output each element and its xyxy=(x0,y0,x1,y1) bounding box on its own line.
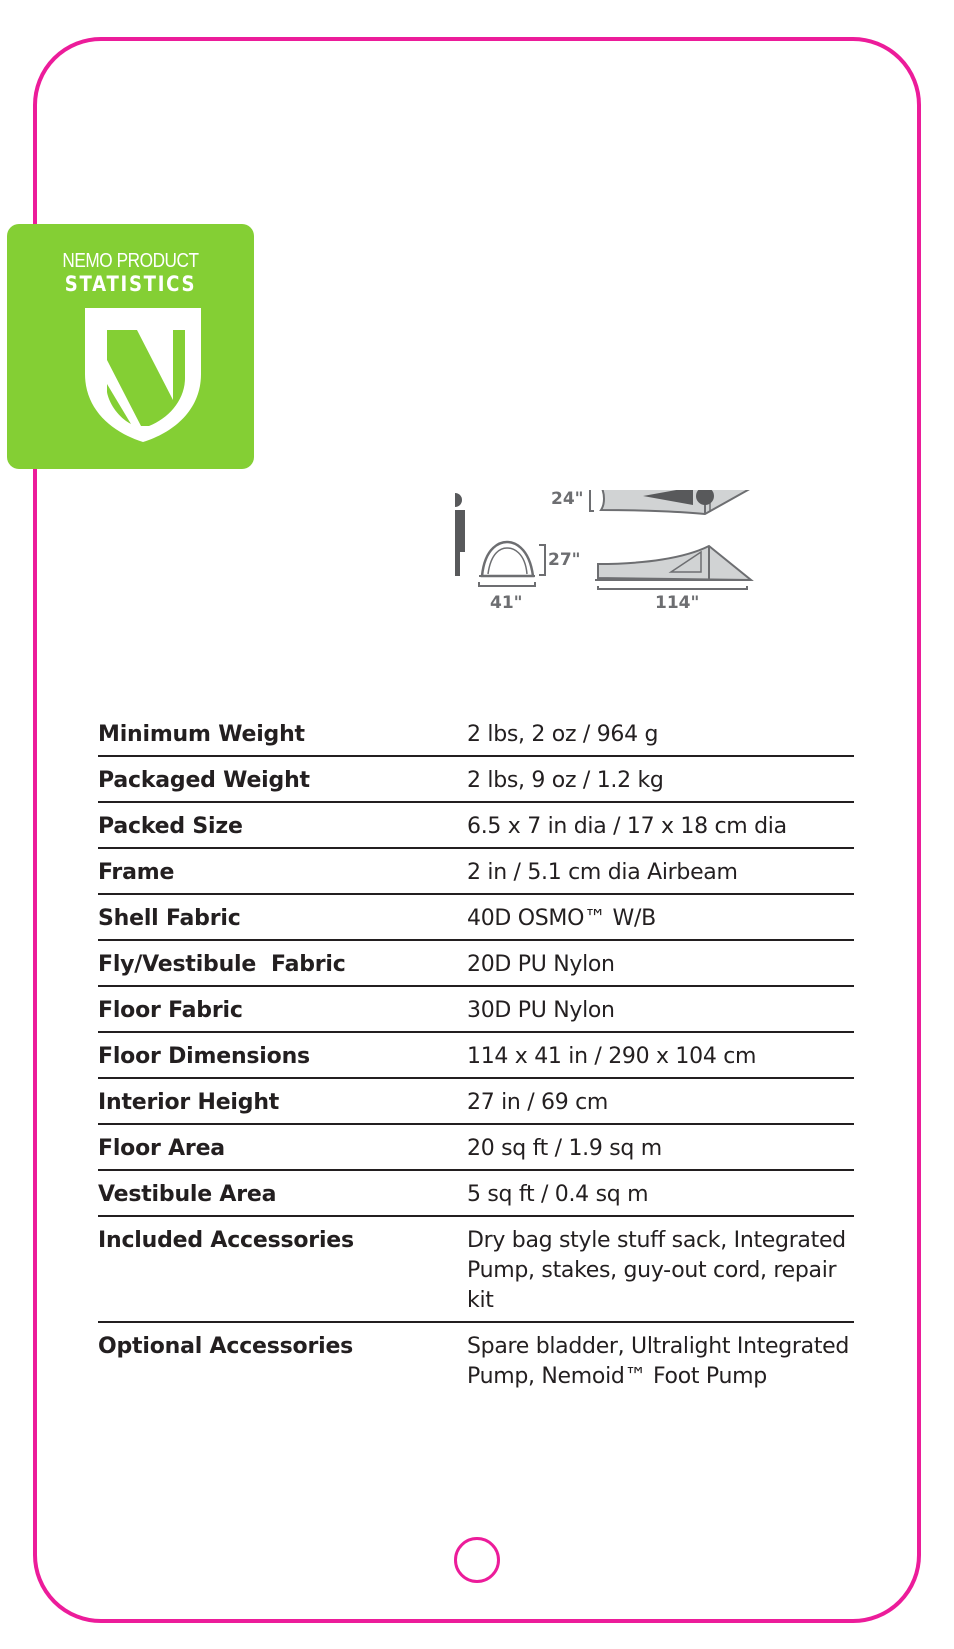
spec-row xyxy=(98,1171,854,1217)
floor-width-label: 41" xyxy=(490,593,523,613)
spec-value: 40D OSMO™ W/B xyxy=(467,906,656,931)
tent-front-view-icon xyxy=(479,542,545,586)
spec-value: 2 in / 5.1 cm dia Airbeam xyxy=(467,860,738,885)
spec-row xyxy=(98,987,854,1033)
spec-row xyxy=(98,941,854,987)
spec-row xyxy=(98,1079,854,1125)
spec-value: 5 sq ft / 0.4 sq m xyxy=(467,1182,649,1207)
tent-side-view-icon xyxy=(595,546,751,589)
tent-top-view-icon xyxy=(590,490,755,514)
spec-label: Interior Height xyxy=(98,1090,280,1115)
interior-height-label: 27" xyxy=(548,550,581,570)
tent-dimension-diagram xyxy=(455,490,795,650)
spec-value: 30D PU Nylon xyxy=(467,998,615,1023)
fly-height-label: 24" xyxy=(551,490,584,509)
person-scale-icon xyxy=(455,493,465,576)
badge-line-1: NEMO PRODUCT xyxy=(62,250,199,272)
spec-label: Fly/Vestibule Fabric xyxy=(98,952,346,977)
spec-row xyxy=(98,1323,854,1397)
spec-row xyxy=(98,849,854,895)
spec-label: Floor Area xyxy=(98,1136,225,1161)
spec-row xyxy=(98,711,854,757)
spec-table xyxy=(98,711,854,1397)
spec-label: Optional Accessories xyxy=(98,1334,354,1359)
spec-label: Included Accessories xyxy=(98,1228,354,1253)
spec-value: 2 lbs, 2 oz / 964 g xyxy=(467,722,659,747)
nemo-logo-icon xyxy=(79,304,207,444)
spec-row xyxy=(98,1125,854,1171)
spec-label: Floor Dimensions xyxy=(98,1044,310,1069)
spec-label: Frame xyxy=(98,860,175,885)
spec-value: Spare bladder, Ultralight Integrated Pump, Nemoid™ Foot Pump xyxy=(467,1334,850,1389)
spec-value: 20 sq ft / 1.9 sq m xyxy=(467,1136,662,1161)
spec-value: Dry bag style stuff sack, Integrated Pump, stakes, guy-out cord, repair kit xyxy=(467,1228,846,1313)
nemo-stats-badge xyxy=(7,224,254,469)
spec-row xyxy=(98,895,854,941)
spec-row xyxy=(98,803,854,849)
spec-label: Shell Fabric xyxy=(98,906,241,931)
spec-label: Minimum Weight xyxy=(98,722,305,747)
home-button[interactable] xyxy=(454,1537,500,1583)
spec-label: Packaged Weight xyxy=(98,768,310,793)
spec-label: Vestibule Area xyxy=(98,1182,277,1207)
spec-label: Packed Size xyxy=(98,814,243,839)
floor-length-label: 114" xyxy=(655,593,700,613)
spec-value: 114 x 41 in / 290 x 104 cm xyxy=(467,1044,757,1069)
spec-value: 6.5 x 7 in dia / 17 x 18 cm dia xyxy=(467,814,787,839)
spec-row xyxy=(98,1217,854,1323)
spec-value: 2 lbs, 9 oz / 1.2 kg xyxy=(467,768,664,793)
badge-line-2: STATISTICS xyxy=(64,272,197,296)
spec-value: 20D PU Nylon xyxy=(467,952,615,977)
spec-value: 27 in / 69 cm xyxy=(467,1090,609,1115)
spec-row xyxy=(98,757,854,803)
spec-label: Floor Fabric xyxy=(98,998,243,1023)
spec-row xyxy=(98,1033,854,1079)
